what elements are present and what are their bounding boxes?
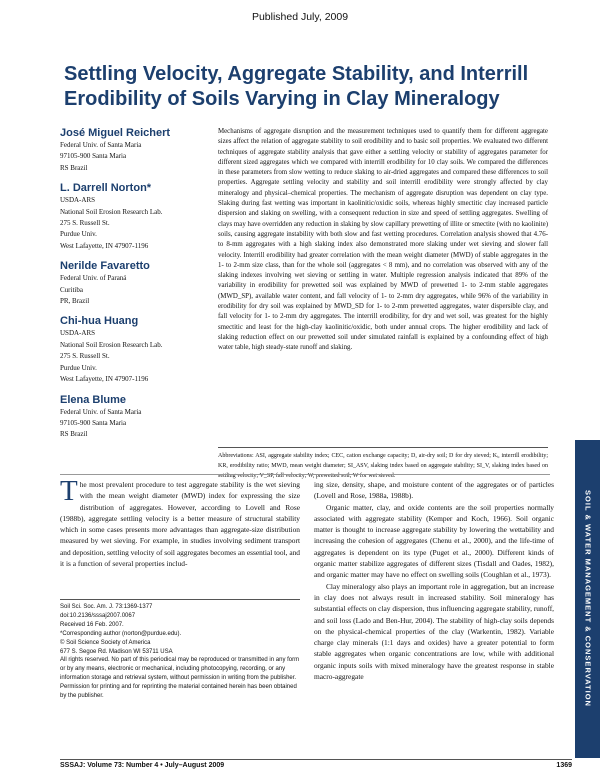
- author-list: [60, 126, 216, 448]
- author-affiliation: 97105-900 Santa Maria: [60, 152, 127, 161]
- author-affiliation: National Soil Erosion Research Lab.: [60, 340, 163, 349]
- author-affiliation: USDA-ARS: [60, 196, 96, 205]
- author-affiliation: 97105-900 Santa Maria: [60, 418, 127, 427]
- author-affiliation: Federal Univ. of Santa Maria: [60, 407, 142, 416]
- article-metadata: [60, 599, 300, 701]
- author-block: [60, 314, 216, 385]
- drop-cap: T: [60, 475, 78, 507]
- copyright: © Soil Science Society of America: [60, 639, 151, 646]
- divider: [218, 447, 548, 448]
- body-paragraph: [60, 475, 300, 569]
- section-label: SOIL & WATER MANAGEMENT & CONSERVATION: [583, 490, 593, 707]
- published-date: Published July, 2009: [251, 11, 349, 23]
- author-affiliation: West Lafayette, IN 47907-1196: [60, 375, 149, 384]
- author-name: L. Darrell Norton*: [60, 182, 152, 195]
- author-name: Nerilde Favaretto: [60, 260, 150, 273]
- abstract: Mechanisms of aggregate disruption and the measurement techniques used to quantify them for different aggregate sizes affect the relation of aggregate stability to soil erodibility and to basic soil properties. We evaluated two different techniques of aggregate stability analysis that gave either a settling velocity or stability of aggregates parameter for different sized aggregates which we compared with interrill erodibility for 10 clay soils. We compared the differences in these parameters from slow wetting to reduce slaking to air-dried aggregates and compared these differences to soil properties. Aggregate settling velocity and stability and soil interrill erodibility were strongly affected by clay mineralogy and physical–chemical properties. The mechanism of aggregate disruption was dependent on clay type. Slaking during fast wetting was important in kaolinitic/oxidic soils, whereas highly smectitic clay increased particle dispersion and slaking on swelling, with a consequent reduction in size and speed of settling aggregates. Swelling of clays may have overridden any reduction in slaking by slow capillary prewetting of illite or smectite (with no kaolinite) soils, causing aggregate instability with both slow and fast wetting procedures. Correlation analysis showed that 4.76- to 8-mm aggregates with a high slaking index also demonstrated more slaking under wet sieving and slower fall velocity. Interrill erodibility had greater correlation with the mean weight diameter (MWD) of stable aggregates in the 1- to 2-mm size class, than for the whole soil (aggregates < 8 mm), and no correlation was observed with any of the slaking indexes involving wet sieving or settling in water. Multiple regression analysis indicated that 89% of the variability in erodibility for prewetted soil was explained by MWD of prewetted 1- to 2-mm stable aggregates (MWD_SP), available water content, and fall velocity of 1- to 2-mm dry aggregates, while 96% of the variability in erodibility for dry soil was explained by MWD_SD for 1- to 2-mm prewetted aggregates, water dispersible clay, and fall velocity for 1- to 2-mm dry aggregates. The interrill erodibility, for dry and wet soil, was greatest for the highly smectitic and least for the high-clay kaolinitic/oxidic, both under annual crops. The higher erodibility and lack of slaking reduction effect on our prewetted soil under simulated rainfall is explained by a confounding effect of high water table, high steady-state runoff and slaking.: [218, 128, 548, 352]
- publisher-address: 677 S. Segoe Rd. Madison WI 53711 USA: [60, 648, 173, 655]
- author-affiliation: West Lafayette, IN 47907-1196: [60, 241, 149, 250]
- author-affiliation: 275 S. Russell St.: [60, 219, 110, 228]
- author-affiliation: RS Brazil: [60, 430, 88, 439]
- body-paragraph: Clay mineralogy also plays an important role in aggregation, but an increase in clay does not always result in increased stability. Soil mineralogy has substantial effects on clay dispersion, thus influencing aggregate stability, runoff, and soil loss (Lado and Ben-Hur, 2004). The stability of high-clay soils depends on the physical-chemical properties of the clay (Warkentin, 1982). Variable charge clay minerals (1:1 days and oxides) have a greater potential to form stable aggregates when organic concentrations are low, while with additional organic inputs soils with mixed mineralogy have the greatest response in stable macro-aggregate: [314, 581, 554, 682]
- page-number: 1369: [556, 762, 572, 769]
- rights-notice: All rights reserved. No part of this periodical may be reproduced or transmitted in any form or by any means, electronic or mechanical, including photocopying, recording, or any information storage and retrieval system, without permission in writing from the publisher. Permission for printing and for reprinting the material contained herein has been obtained by the publisher.: [60, 657, 300, 700]
- author-affiliation: Federal Univ. of Santa Maria: [60, 141, 142, 149]
- body-column-left: [60, 475, 300, 569]
- author-affiliation: 275 S. Russell St.: [60, 352, 110, 361]
- divider: [60, 474, 550, 475]
- author-affiliation: USDA-ARS: [60, 329, 96, 338]
- paragraph-text: he most prevalent procedure to test aggregate stability is the wet sieving with the mean weight diameter (MWD) index for expressing the size distribution of aggregates. However, according to Lovell and Rose (1988b), aggregate settling velocity is a better measure of structural stability which in some cases presents more advantages than aggregate-size distribution measured by wet sieving. For example, in studies involving sediment transport and deposition, settling velocity of soil aggregates becomes an essential tool, and it is a function of several properties includ-: [60, 480, 300, 569]
- author-affiliation: PR, Brazil: [60, 297, 90, 306]
- page-footer: [60, 759, 572, 769]
- author-affiliation: Curitiba: [60, 285, 83, 294]
- author-block: [60, 181, 216, 252]
- doi: doi:10.2136/sssaj2007.0067: [60, 612, 136, 619]
- author-name: José Miguel Reichert: [60, 127, 171, 139]
- author-affiliation: Purdue Univ.: [60, 363, 97, 372]
- abbreviations: Abbreviations: ASI, aggregate stability index; CEC, cation exchange capacity; D, air-dry soil; D for dry sieved; Kᵢ, interrill erodibility; KR, erodibility ratio; MWD, mean weight diameter; SI_ASV, slaking index based on aggregate stability; SI_V, slaking index based on settling velocity; V_SP, fall velocity; W, prewetted soil; W for wet sieved.: [218, 453, 548, 479]
- corresponding-author: *Corresponding author (norton@purdue.edu).: [60, 630, 182, 637]
- article-title: Settling Velocity, Aggregate Stability, and Interrill Erodibility of Soils Varying in Clay Mineralogy: [64, 63, 529, 110]
- author-affiliation: Purdue Univ.: [60, 230, 97, 239]
- author-block: [60, 259, 216, 307]
- journal-issue: SSSAJ: Volume 73: Number 4 • July–August 2009: [60, 762, 225, 769]
- body-column-right: [314, 479, 554, 682]
- body-paragraph: ing size, density, shape, and moisture content of the aggregates or of particles (Lovell and Rose, 1988a, 1988b).: [314, 480, 554, 501]
- body-paragraph: Organic matter, clay, and oxide contents are the soil properties normally associated with aggregate stability (Kemper and Koch, 1966). Soil organic matter is thought to increase aggregate stability by lowering the wettability and increasing the cohesion of aggregates (Chenu et al., 2000), and the life-time of aggregates is dependent on its type (Puget et al., 2000). Different kinds of organic matter stabilize aggregates of different sizes (Tisdall and Oades, 1982), and organic matter may have no effect on swelling soils (Coughlan et al., 1973).: [314, 502, 554, 580]
- received-date: Received 16 Feb. 2007.: [60, 621, 124, 628]
- author-block: [60, 126, 216, 174]
- author-block: [60, 393, 216, 441]
- author-name: Chi-hua Huang: [60, 315, 139, 328]
- author-affiliation: RS Brazil: [60, 163, 88, 172]
- author-name: Elena Blume: [60, 393, 127, 406]
- author-affiliation: National Soil Erosion Research Lab.: [60, 207, 163, 216]
- citation: Soil Sci. Soc. Am. J. 73:1369-1377: [60, 604, 153, 610]
- author-affiliation: Federal Univ. of Paraná: [60, 274, 127, 283]
- section-sidebar: [575, 440, 600, 758]
